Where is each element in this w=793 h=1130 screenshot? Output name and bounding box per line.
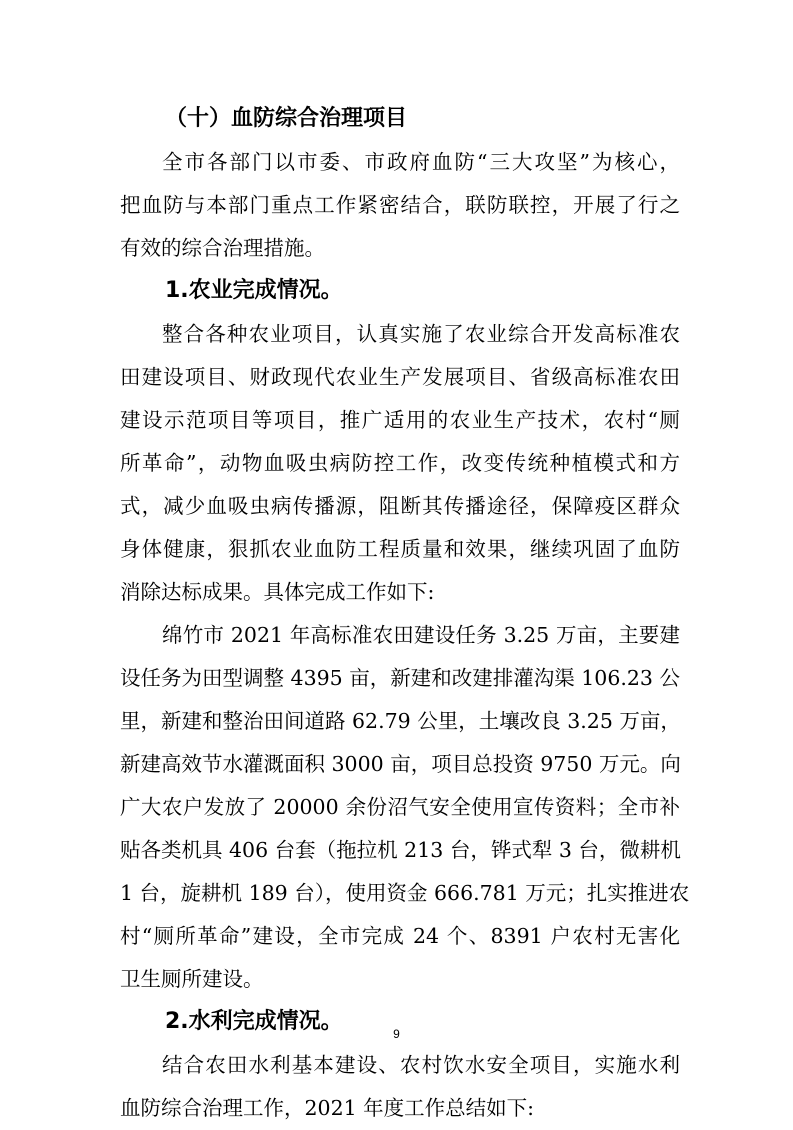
section-heading-schistosomiasis-project: （十）血防综合治理项目: [165, 106, 408, 131]
paragraph-line: 里，新建和整治田间道路 62.79 公里，土壤改良 3.25 万亩，: [120, 709, 681, 733]
subsection-heading-agriculture: 1.农业完成情况。: [165, 278, 343, 303]
paragraph-line: 血防综合治理工作，2021 年度工作总结如下:: [120, 1096, 535, 1120]
paragraph-line: 所革命”，动物血吸虫病防控工作，改变传统种植模式和方: [120, 451, 680, 475]
paragraph-line: 1 台，旋耕机 189 台），使用资金 666.781 万元；扎实推进农: [120, 881, 690, 905]
paragraph-line: 村“厕所革命”建设，全市完成 24 个、8391 户农村无害化: [120, 924, 680, 948]
page-number: 9: [393, 1027, 400, 1041]
paragraph-line: 身体健康，狠抓农业血防工程质量和效果，继续巩固了血防: [120, 537, 680, 561]
paragraph-line: 广大农户发放了 20000 余份沼气安全使用宣传资料；全市补: [120, 795, 680, 819]
subsection-heading-water-conservancy: 2.水利完成情况。: [165, 1009, 343, 1034]
paragraph-line: 卫生厕所建设。: [120, 967, 264, 991]
paragraph-line: 结合农田水利基本建设、农村饮水安全项目，实施水利: [162, 1053, 680, 1077]
paragraph-line: 绵竹市 2021 年高标准农田建设任务 3.25 万亩，主要建: [162, 623, 680, 647]
paragraph-line: 整合各种农业项目，认真实施了农业综合开发高标准农: [162, 322, 680, 346]
paragraph-line: 消除达标成果。具体完成工作如下:: [120, 580, 435, 604]
paragraph-line: 有效的综合治理措施。: [120, 236, 325, 260]
paragraph-line: 贴各类机具 406 台套（拖拉机 213 台，铧式犁 3 台，微耕机: [120, 838, 681, 862]
paragraph-line: 把血防与本部门重点工作紧密结合，联防联控，开展了行之: [120, 193, 680, 217]
paragraph-line: 全市各部门以市委、市政府血防“三大攻坚”为核心，: [162, 150, 680, 174]
paragraph-line: 设任务为田型调整 4395 亩，新建和改建排灌沟渠 106.23 公: [120, 666, 680, 690]
paragraph-line: 建设示范项目等项目，推广适用的农业生产技术，农村“厕: [120, 408, 680, 432]
paragraph-line: 式，减少血吸虫病传播源，阻断其传播途径，保障疫区群众: [120, 494, 680, 518]
paragraph-line: 田建设项目、财政现代农业生产发展项目、省级高标准农田: [120, 365, 680, 389]
paragraph-line: 新建高效节水灌溉面积 3000 亩，项目总投资 9750 万元。向: [120, 752, 681, 776]
